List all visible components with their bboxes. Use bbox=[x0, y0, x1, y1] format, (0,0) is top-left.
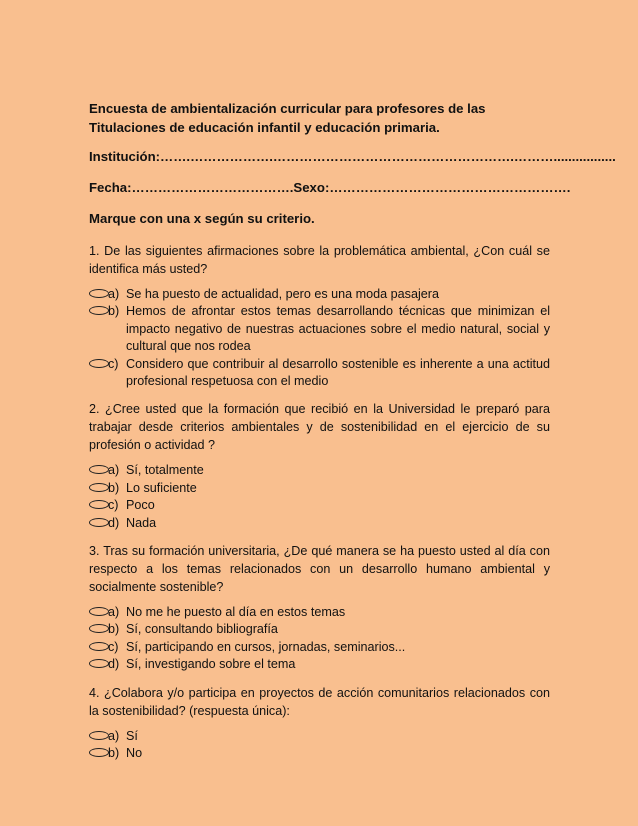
question-1-options bbox=[89, 286, 550, 390]
radio-oval-icon[interactable] bbox=[89, 289, 109, 298]
radio-oval-icon[interactable] bbox=[89, 306, 109, 315]
institucion-field[interactable]: Institución:…….……………….……………………………………………….………................. bbox=[89, 149, 616, 164]
option-item[interactable] bbox=[89, 745, 550, 762]
question-4-options bbox=[89, 728, 550, 763]
radio-oval-icon[interactable] bbox=[89, 607, 109, 616]
option-letter: c) bbox=[108, 356, 119, 371]
option-label: No bbox=[126, 746, 143, 761]
option-letter: d) bbox=[108, 515, 120, 530]
radio-oval-icon[interactable] bbox=[89, 731, 109, 740]
question-2-options bbox=[89, 462, 550, 532]
option-item[interactable] bbox=[89, 480, 550, 497]
radio-oval-icon[interactable] bbox=[89, 359, 109, 368]
question-3-text: 3. Tras su formación universitaria, ¿De qué manera se ha puesto usted al día con respecto a los temas relacionados con un desarrollo humano ambiental y socialmente sostenible? bbox=[89, 544, 550, 595]
option-label: Sí, totalmente bbox=[126, 463, 204, 478]
option-label: Se ha puesto de actualidad, pero es una moda pasajera bbox=[126, 287, 439, 301]
radio-oval-icon[interactable] bbox=[89, 642, 109, 651]
option-item[interactable] bbox=[89, 356, 550, 391]
fecha-sexo-field[interactable]: Fecha:……………………………….Sexo:………………………………………………. bbox=[89, 180, 571, 195]
option-item[interactable] bbox=[89, 462, 550, 479]
option-label: Considero que contribuir al desarrollo sostenible es inherente a una actitud profesional respetuosa con el medio bbox=[126, 356, 550, 389]
radio-oval-icon[interactable] bbox=[89, 659, 109, 668]
option-label: Hemos de afrontar estos temas desarrollando técnicas que minimizan el impacto negativo de nuestras actuaciones sobre el medio natural, social y cultural que nos rodea bbox=[126, 304, 550, 354]
option-item[interactable] bbox=[89, 497, 550, 514]
option-label: Nada bbox=[126, 515, 157, 530]
option-letter: c) bbox=[108, 498, 119, 513]
option-item[interactable] bbox=[89, 604, 550, 621]
option-item[interactable] bbox=[89, 515, 550, 532]
option-item[interactable] bbox=[89, 303, 550, 355]
option-letter: b) bbox=[108, 746, 120, 761]
option-label: Sí, consultando bibliografía bbox=[126, 622, 278, 637]
radio-oval-icon[interactable] bbox=[89, 624, 109, 633]
instruction-text: Marque con una x según su criterio. bbox=[89, 211, 315, 226]
survey-title: Encuesta de ambientalización curricular para profesores de las Titulaciones de educación infantil y educación primaria. bbox=[89, 101, 486, 135]
question-2-text: 2. ¿Cree usted que la formación que recibió en la Universidad le preparó para trabajar desde criterios ambientales y de sostenibilidad en el ejercicio de su profesión o actividad ? bbox=[89, 402, 550, 453]
option-letter: d) bbox=[108, 657, 120, 672]
option-label: No me he puesto al día en estos temas bbox=[126, 605, 346, 620]
question-3-options bbox=[89, 604, 550, 674]
question-1-text: 1. De las siguientes afirmaciones sobre la problemática ambiental, ¿Con cuál se identifica más usted? bbox=[89, 244, 550, 276]
option-item[interactable] bbox=[89, 639, 550, 656]
option-letter: b) bbox=[108, 480, 120, 495]
option-item[interactable] bbox=[89, 656, 550, 673]
option-label: Poco bbox=[126, 498, 155, 513]
option-letter: c) bbox=[108, 639, 119, 654]
option-label: Sí bbox=[126, 728, 138, 743]
radio-oval-icon[interactable] bbox=[89, 748, 109, 757]
option-letter: b) bbox=[108, 304, 120, 319]
radio-oval-icon[interactable] bbox=[89, 465, 109, 474]
option-label: Lo suficiente bbox=[126, 480, 197, 495]
option-label: Sí, participando en cursos, jornadas, seminarios... bbox=[126, 639, 406, 654]
option-letter: a) bbox=[108, 287, 120, 301]
option-label: Sí, investigando sobre el tema bbox=[126, 657, 296, 672]
radio-oval-icon[interactable] bbox=[89, 500, 109, 509]
questions-container bbox=[89, 242, 550, 763]
radio-oval-icon[interactable] bbox=[89, 483, 109, 492]
option-item[interactable] bbox=[89, 286, 550, 303]
option-letter: a) bbox=[108, 605, 120, 620]
option-letter: a) bbox=[108, 463, 120, 478]
option-letter: b) bbox=[108, 622, 120, 637]
option-item[interactable] bbox=[89, 728, 550, 745]
radio-oval-icon[interactable] bbox=[89, 518, 109, 527]
option-letter: a) bbox=[108, 728, 120, 743]
question-4-text: 4. ¿Colabora y/o participa en proyectos de acción comunitarios relacionados con la sostenibilidad? (respuesta única): bbox=[89, 685, 550, 718]
option-item[interactable] bbox=[89, 621, 550, 638]
